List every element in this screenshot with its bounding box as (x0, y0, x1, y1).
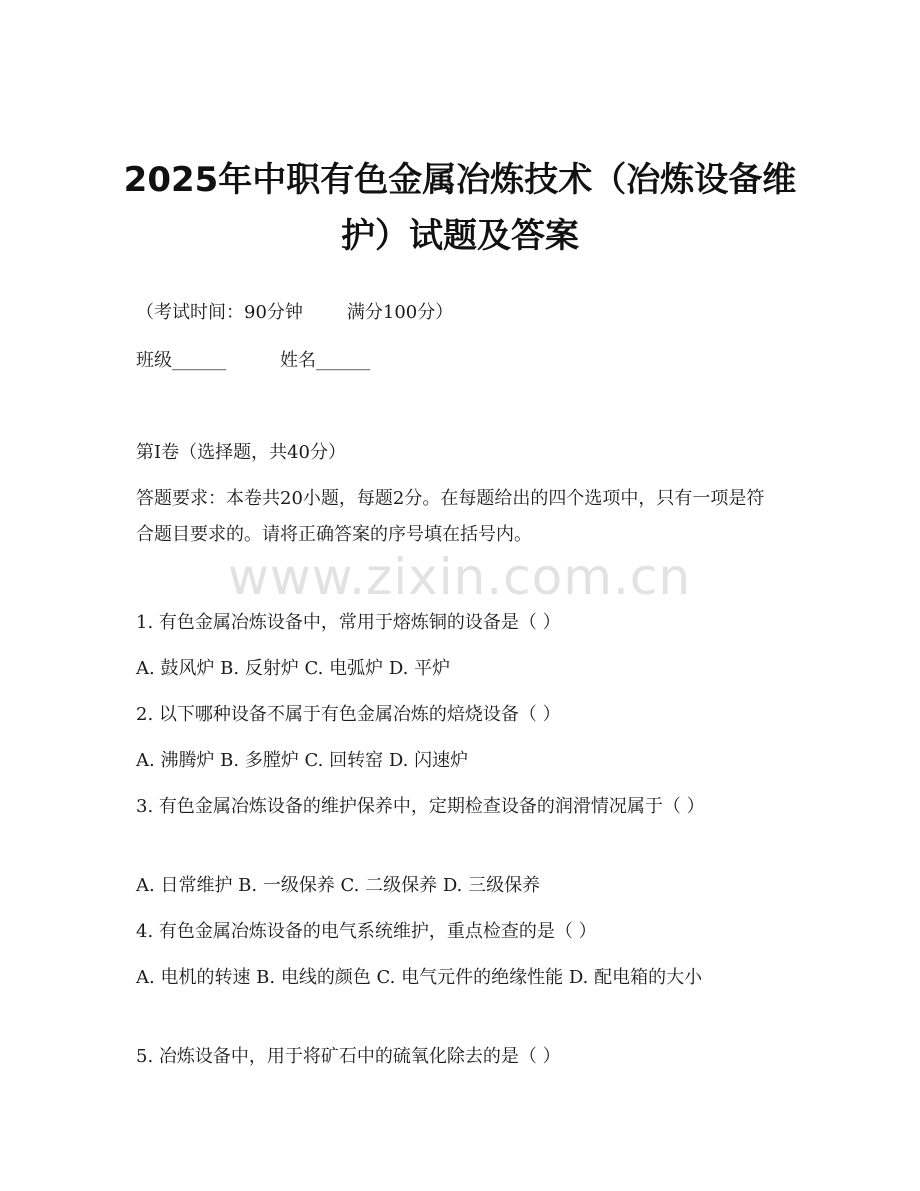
question-5-stem: 5. 冶炼设备中，用于将矿石中的硫氧化除去的是（ ） (136, 1046, 561, 1067)
title-line-1: 2025年中职有色金属冶炼技术（冶炼设备维 (123, 160, 797, 200)
student-fields (136, 343, 786, 379)
title-line-2: 护）试题及答案 (341, 216, 579, 256)
question-2-stem: 2. 以下哪种设备不属于有色金属冶炼的焙烧设备（ ） (136, 704, 561, 725)
question-4-options: A. 电机的转速 B. 电线的颜色 C. 电气元件的绝缘性能 D. 配电箱的大小 (136, 967, 703, 988)
class-field: 班级______ (136, 350, 226, 371)
question-4-stem: 4. 有色金属冶炼设备的电气系统维护，重点检查的是（ ） (136, 921, 597, 942)
exam-score: 满分100分） (346, 302, 454, 323)
question-3-options: A. 日常维护 B. 一级保养 C. 二级保养 D. 三级保养 (136, 875, 541, 896)
section-heading: 第I卷（选择题，共40分） (136, 442, 347, 463)
question-2-options: A. 沸腾炉 B. 多膛炉 C. 回转窑 D. 闪速炉 (136, 750, 469, 771)
exam-time: （考试时间：90分钟 (136, 302, 303, 323)
name-field: 姓名______ (280, 350, 370, 371)
question-1-stem: 1. 有色金属冶炼设备中，常用于熔炼铜的设备是（ ） (136, 612, 561, 633)
watermark: www.zixin.com.cn (228, 548, 692, 606)
question-1-options: A. 鼓风炉 B. 反射炉 C. 电弧炉 D. 平炉 (136, 658, 451, 679)
section-instructions: 答题要求：本卷共20小题，每题2分。在每题给出的四个选项中，只有一项是符合题目要求的。请将正确答案的序号填在括号内。 (136, 488, 765, 545)
document-title (100, 152, 820, 264)
question-3-stem: 3. 有色金属冶炼设备的维护保养中，定期检查设备的润滑情况属于（ ） (136, 796, 705, 817)
exam-info (136, 295, 786, 331)
